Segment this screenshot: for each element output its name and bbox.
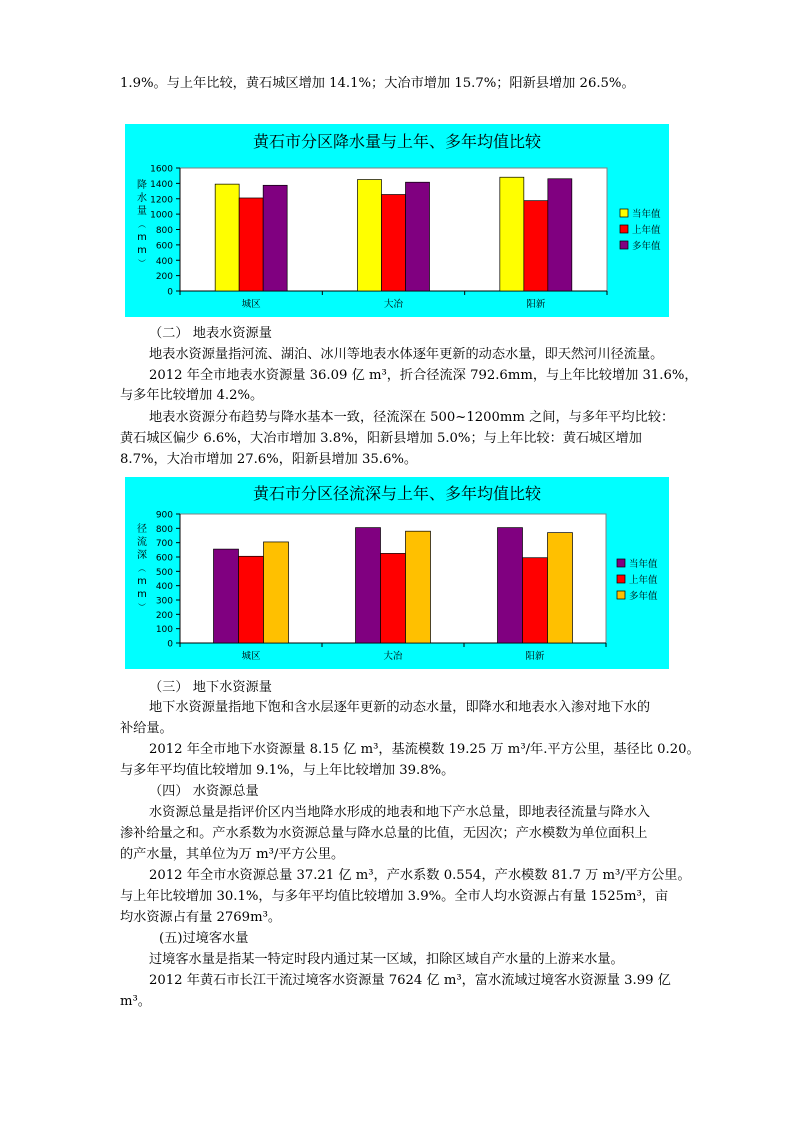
bar-last-year [239, 198, 263, 291]
para-line: 2012 年全市地下水资源量 8.15 亿 m³，基流模数 19.25 万 m³/年.平方公里，基径比 0.20。 [149, 742, 700, 757]
legend-label: 上年值 [632, 225, 661, 236]
chart-title: 黄石市分区径流深与上年、多年均值比较 [252, 484, 542, 503]
para-line: 2012 年全市水资源总量 37.21 亿 m³，产水系数 0.554，产水模数 81.7 万 m³/平方公里。 [149, 868, 691, 883]
para-line: 2012 年全市地表水资源量 36.09 亿 m³，折合径流深 792.6mm，与上年比较增加 31.6%， [149, 368, 698, 383]
legend-swatch [617, 575, 625, 583]
section-heading: （四） 水资源总量 [149, 784, 259, 799]
y-tick-label: 400 [155, 582, 173, 593]
y-tick-label: 1000 [150, 210, 173, 221]
para-line: 黄石城区偏少 6.6%，大冶市增加 3.8%，阳新县增加 5.0%；与上年比较：黄石城区增加 [120, 431, 642, 446]
legend-swatch [617, 591, 625, 599]
bar-last-year [524, 201, 548, 291]
para-line: 补给量。 [120, 721, 173, 736]
legend-swatch [620, 209, 628, 217]
x-tick-label: 大冶 [383, 651, 403, 662]
bar-current [500, 177, 524, 291]
bar-current [215, 184, 239, 291]
para-line: 1.9%。与上年比较，黄石城区增加 14.1%；大冶市增加 15.7%；阳新县增加 26.5%。 [120, 76, 635, 91]
para-line: 过境客水量是指某一特定时段内通过某一区域，扣除区域自产水量的上游来水量。 [149, 952, 624, 967]
legend-swatch [620, 241, 628, 249]
bar-average [263, 185, 287, 291]
y-tick-label: 0 [167, 287, 173, 298]
y-tick-label: 1400 [150, 179, 173, 190]
bar-current [498, 528, 523, 643]
bar-average [264, 542, 289, 643]
chart-precipitation [125, 124, 669, 317]
legend-label: 当年值 [629, 559, 658, 570]
para-line: 地下水资源量指地下饱和含水层逐年更新的动态水量，即降水和地表水入渗对地下水的 [149, 700, 651, 715]
legend-swatch [620, 225, 628, 233]
legend-label: 上年值 [629, 575, 658, 586]
legend-label: 多年值 [632, 241, 661, 252]
bar-average [406, 531, 431, 643]
y-tick-label: 200 [155, 610, 173, 621]
bar-current [214, 549, 239, 643]
para-line: 均水资源占有量 2769m³。 [120, 910, 282, 925]
x-tick-label: 阳新 [525, 651, 545, 662]
section-heading: （二） 地表水资源量 [149, 326, 272, 341]
chart-runoff [125, 477, 669, 669]
para-line: 地表水资源分布趋势与降水基本一致，径流深在 500~1200mm 之间，与多年平均比较： [149, 410, 675, 425]
chart-title: 黄石市分区降水量与上年、多年均值比较 [252, 132, 542, 151]
y-tick-label: 900 [155, 510, 173, 521]
bar-current [356, 528, 381, 643]
chart-svg [125, 124, 669, 317]
section-heading: （三） 地下水资源量 [149, 680, 272, 695]
y-tick-label: 600 [155, 553, 173, 564]
para-line: 水资源总量是指评价区内当地降水形成的地表和地下产水总量，即地表径流量与降水入 [149, 805, 651, 820]
bar-last-year [382, 195, 406, 291]
bar-average [548, 179, 572, 291]
x-tick-label: 城区 [241, 651, 261, 662]
y-axis-label: 降水量︵ m m ︶ [137, 180, 147, 268]
para-line: 8.7%，大冶市增加 27.6%，阳新县增加 35.6%。 [120, 452, 418, 467]
y-tick-label: 800 [155, 524, 173, 535]
para-line: m³。 [120, 994, 151, 1009]
y-tick-label: 0 [167, 639, 173, 650]
legend-label: 多年值 [629, 591, 658, 602]
para-line: 与多年平均值比较增加 9.1%，与上年比较增加 39.8%。 [120, 763, 455, 778]
para-line: 与上年比较增加 30.1%，与多年平均值比较增加 3.9%。全市人均水资源占有量 1525m³，亩 [120, 889, 669, 904]
x-tick-label: 城区 [241, 299, 261, 310]
bar-last-year [523, 558, 548, 643]
bar-average [406, 182, 430, 291]
chart-svg [125, 477, 669, 669]
bar-last-year [239, 556, 264, 643]
x-tick-label: 大冶 [383, 299, 404, 310]
x-tick-label: 阳新 [526, 299, 546, 310]
legend-label: 当年值 [632, 209, 661, 220]
y-tick-label: 700 [155, 539, 173, 550]
legend-swatch [617, 559, 625, 567]
y-tick-label: 800 [155, 226, 173, 236]
section-heading: (五)过境客水量 [159, 931, 249, 946]
para-line: 渗补给量之和。产水系数为水资源总量与降水总量的比值，无因次；产水模数为单位面积上 [120, 826, 648, 841]
y-tick-label: 500 [155, 567, 173, 578]
y-tick-label: 1600 [150, 164, 173, 175]
y-axis-label: 径流深︵ m m ︶ [137, 524, 147, 612]
y-tick-label: 600 [155, 241, 173, 252]
y-tick-label: 300 [155, 596, 173, 607]
para-line: 2012 年黄石市长江干流过境客水资源量 7624 亿 m³，富水流域过境客水资源量 3.99 亿 [149, 973, 671, 988]
para-line: 与多年比较增加 4.2%。 [120, 388, 264, 403]
y-tick-label: 100 [155, 625, 173, 636]
para-line: 的产水量，其单位为万 m³/平方公里。 [120, 847, 345, 862]
para-line: 地表水资源量指河流、湖泊、冰川等地表水体逐年更新的动态水量，即天然河川径流量。 [149, 347, 664, 362]
bar-average [548, 533, 573, 643]
y-tick-label: 1200 [150, 195, 173, 206]
bar-current [358, 180, 382, 291]
y-tick-label: 400 [155, 256, 173, 267]
bar-last-year [381, 553, 406, 643]
y-tick-label: 200 [155, 272, 173, 283]
